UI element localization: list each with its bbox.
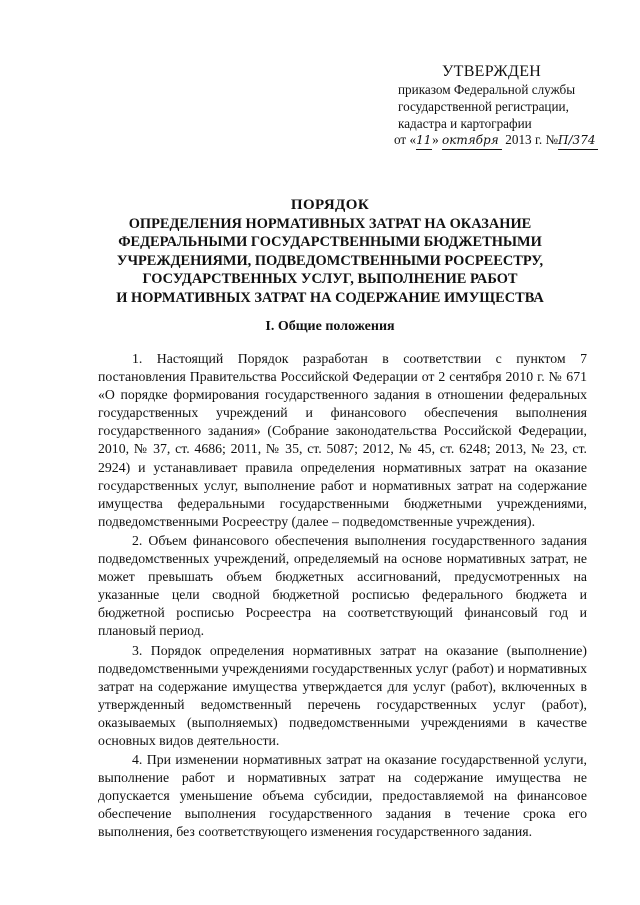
handwritten-month: октября [442, 132, 502, 150]
approval-date-line [394, 132, 604, 150]
handwritten-order-number: П/374 [558, 132, 598, 150]
paragraph-4: 4. При изменении нормативных затрат на оказание государственной услуги, выполнение работ и нормативных затрат на содержание имущества не допускается уменьшение объема субсидии, предоставляемой на финансовое обеспечение выполнения государственного задания в течение срока его выполнения, без соответствующего изменения государственного задания. [98, 752, 587, 840]
paragraph-3: 3. Порядок определения нормативных затрат на оказание (выполнение) подведомственными учреждениями государственных услуг (работ) и нормативных затрат на содержание имущества утверждается для услуг (работ), включенных в утвержденный ведомственный перечень государственных услуг (работ), оказываемых (выполняемых) подведомственными учреждениями в качестве основных видов деятельности. [98, 642, 587, 748]
approval-line-2: государственной регистрации, [398, 98, 569, 114]
date-prefix: от « [394, 132, 417, 148]
title-line-3: ФЕДЕРАЛЬНЫМИ ГОСУДАРСТВЕННЫМИ БЮДЖЕТНЫМИ [118, 234, 542, 251]
paragraph-2: 2. Объем финансового обеспечения выполнения государственного задания подведомственных учреждений, определяемый на основе нормативных затрат, не может превышать объем бюджетных ассигнований, предусмотренных на указанные цели сводной бюджетной росписью федерального бюджета и бюджетной росписью Росреестра на соответствующий финансовый год и плановый период. [98, 532, 587, 639]
approval-stamp [394, 62, 604, 150]
approval-line-3: кадастра и картографии [398, 115, 532, 131]
date-year: 2013 г. № [501, 132, 559, 148]
title-line-4: УЧРЕЖДЕНИЯМИ, ПОДВЕДОМСТВЕННЫМИ РОСРЕЕСТРУ, [116, 252, 544, 269]
document-body [98, 350, 587, 843]
section-heading: I. Общие положения [265, 319, 395, 334]
handwritten-day: 11 [416, 132, 432, 150]
title-line-1: ПОРЯДОК [290, 197, 370, 213]
paragraph-1: 1. Настоящий Порядок разработан в соответствии с пунктом 7 постановления Правительства Российской Федерации от 2 сентября 2010 г. № 671 «О порядке формирования государственного задания в отношении федеральных государственных учреждений и финансового обеспечения выполнения государственного задания» (Собрание законодательства Российской Федерации, 2010, № 37, ст. 4686; 2011, № 35, ст. 5087; 2012, № 45, ст. 6248; 2013, № 23, ст. 2924) и устанавливает правила определения нормативных затрат на оказание государственных услуг, выполнение работ и нормативных затрат на содержание имущества федеральными государственными бюджетными учреждениями, подведомственными Росреестру (далее – подведомственные учреждения). [98, 351, 587, 529]
title-line-6: И НОРМАТИВНЫХ ЗАТРАТ НА СОДЕРЖАНИЕ ИМУЩЕСТВА [116, 289, 544, 306]
approval-heading: УТВЕРЖДЕН [442, 63, 542, 80]
document-title [60, 196, 600, 308]
title-line-2: ОПРЕДЕЛЕНИЯ НОРМАТИВНЫХ ЗАТРАТ НА ОКАЗАНИЕ [128, 215, 532, 232]
approval-line-1: приказом Федеральной службы [398, 82, 576, 97]
title-line-5: ГОСУДАРСТВЕННЫХ УСЛУГ, ВЫПОЛНЕНИЕ РАБОТ [142, 271, 518, 288]
date-mid: » [432, 132, 442, 148]
